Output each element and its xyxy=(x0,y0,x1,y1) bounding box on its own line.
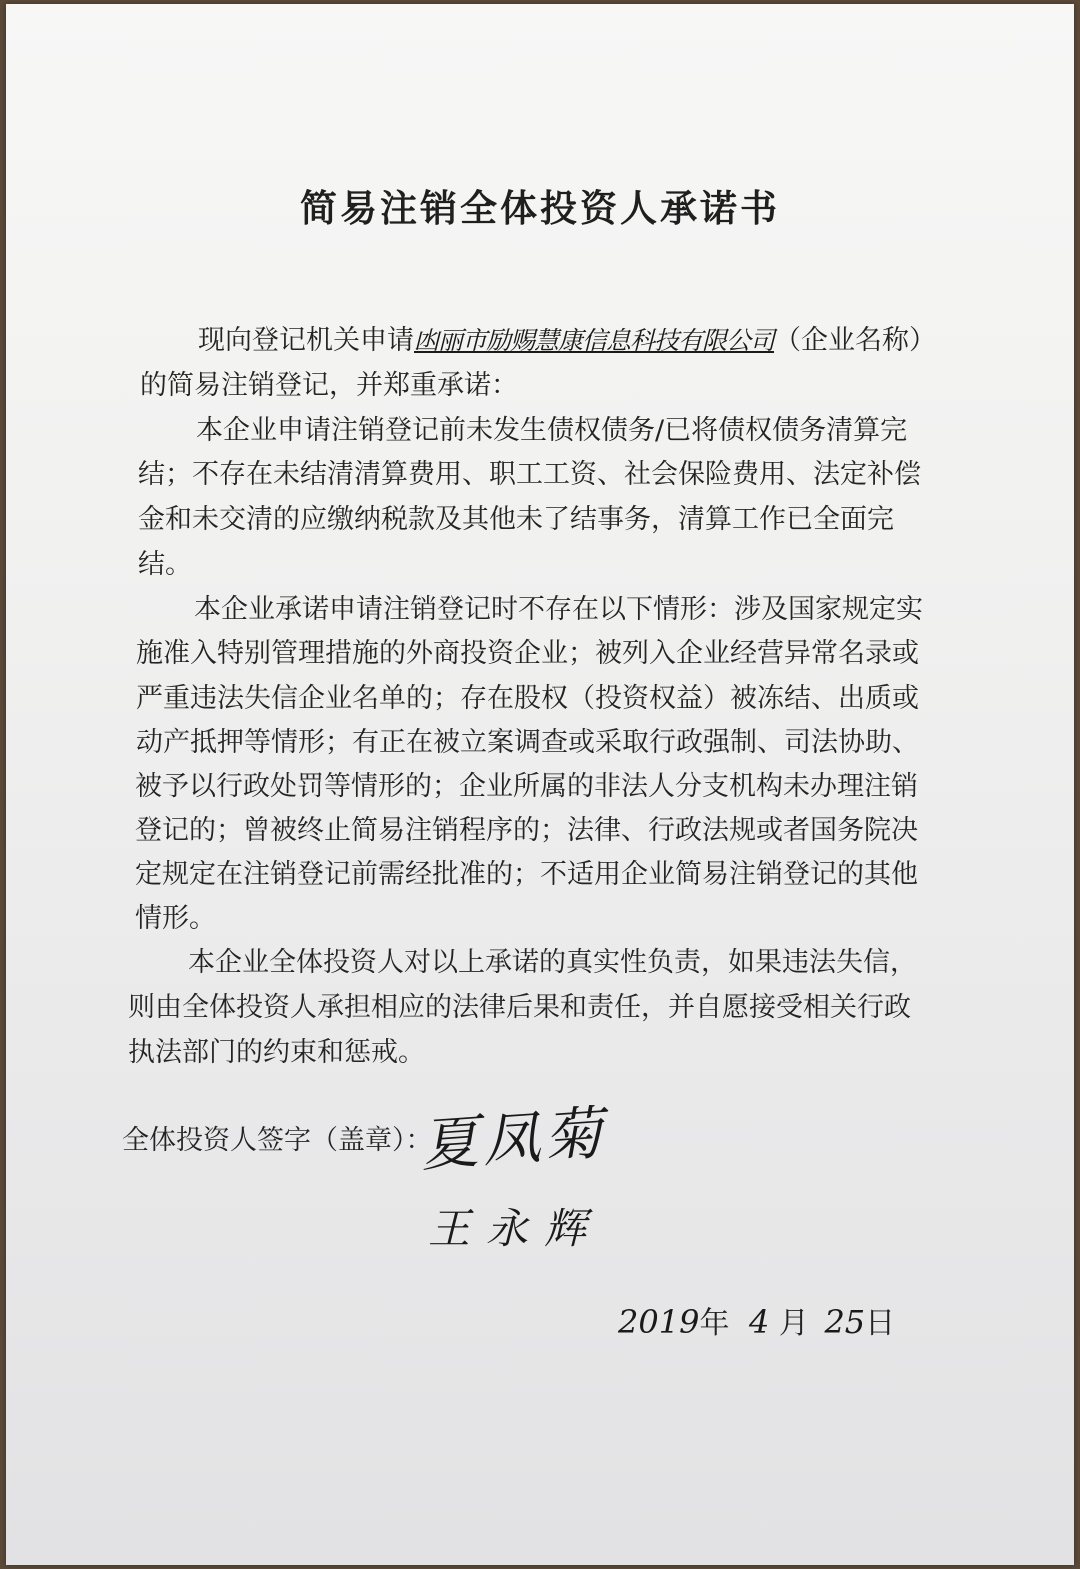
paragraph-4-line: 则由全体投资人承担相应的法律后果和责任，并自愿接受相关行政 xyxy=(128,992,911,1023)
paragraph-1-line-2: 的简易注销登记，并郑重承诺： xyxy=(140,370,518,401)
date xyxy=(618,1298,895,1342)
date-day-label: 日 xyxy=(865,1306,896,1341)
signature-2: 王永辉 xyxy=(428,1204,603,1253)
paragraph-2-line: 结。 xyxy=(138,549,192,580)
paragraph-3-line: 动产抵押等情形；有正在被立案调查或采取行政强制、司法协助、 xyxy=(136,727,919,758)
paragraph-3-line: 严重违法失信企业名单的；存在股权（投资权益）被冻结、出质或 xyxy=(136,683,919,714)
company-name: 凼丽市励赐慧康信息科技有限公司 xyxy=(414,326,775,355)
date-day: 25 xyxy=(824,1303,866,1341)
paragraph-3-line: 施准入特别管理措施的外商投资企业；被列入企业经营异常名录或 xyxy=(136,638,919,669)
paragraph-2-line: 金和未交清的应缴纳税款及其他未了结事务，清算工作已全面完 xyxy=(138,504,894,535)
paragraph-4-line: 本企业全体投资人对以上承诺的真实性负责，如果违法失信， xyxy=(188,947,917,978)
paragraph-1-line-1 xyxy=(198,318,936,363)
p1-suffix: （企业名称） xyxy=(774,325,937,356)
p1-prefix: 现向登记机关申请 xyxy=(198,325,414,356)
paragraph-4-line: 执法部门的约束和惩戒。 xyxy=(128,1037,425,1068)
date-year-label: 年 xyxy=(699,1306,730,1341)
paragraph-3-line: 被予以行政处罚等情形的；企业所属的非法人分支机构未办理注销 xyxy=(135,771,918,802)
paragraph-2-line: 结；不存在未结清清算费用、职工工资、社会保险费用、法定补偿 xyxy=(138,459,921,490)
date-month: 4 xyxy=(748,1303,770,1341)
date-year: 2019 xyxy=(618,1303,700,1341)
date-month-label: 月 xyxy=(778,1306,809,1341)
paragraph-3-line: 登记的；曾被终止简易注销程序的；法律、行政法规或者国务院决 xyxy=(135,815,918,846)
document-title: 简易注销全体投资人承诺书 xyxy=(300,187,780,230)
paragraph-3-line: 情形。 xyxy=(135,903,216,934)
paragraph-3-line: 定规定在注销登记前需经批准的；不适用企业简易注销登记的其他 xyxy=(135,859,918,890)
signature-1: 夏凤菊 xyxy=(418,1098,609,1180)
paragraph-2-line: 本企业申请注销登记前未发生债权债务/已将债权债务清算完 xyxy=(196,415,908,446)
signature-label: 全体投资人签字（盖章）： xyxy=(122,1125,433,1156)
paragraph-3-line: 本企业承诺申请注销登记时不存在以下情形：涉及国家规定实 xyxy=(194,594,923,625)
